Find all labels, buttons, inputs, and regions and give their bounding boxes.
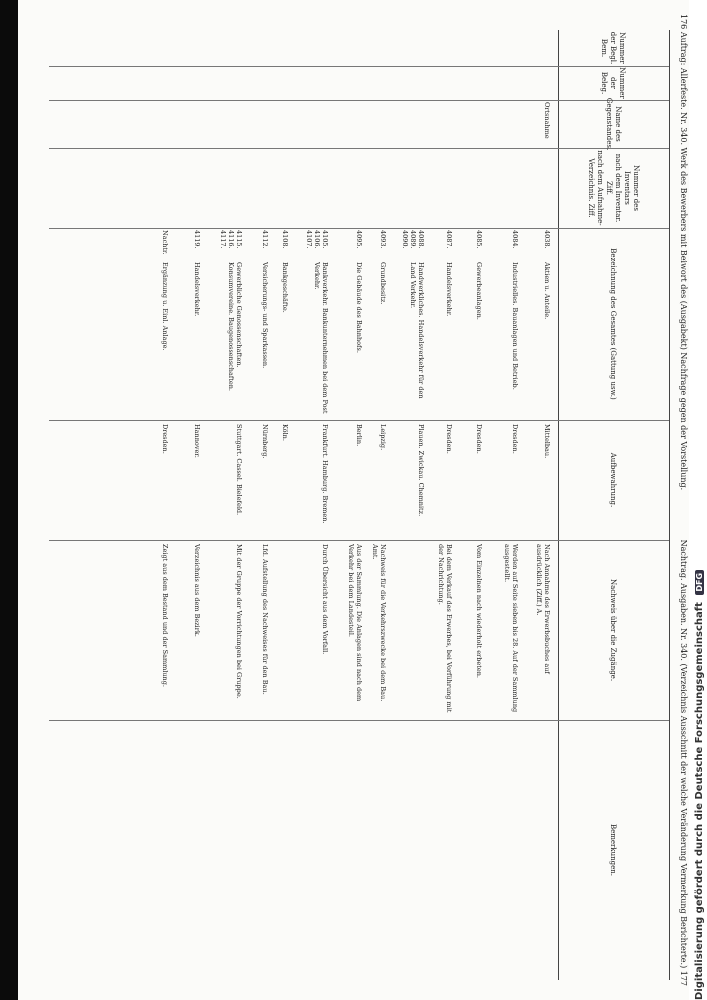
row-number: 4115. 4116. 4117. xyxy=(219,230,243,249)
row-place: Berlin. xyxy=(355,424,363,447)
row-place: Stuttgart. Cassel. Bielefeld. xyxy=(235,424,243,516)
column-header-inventar-sub-b: nach dem Aufnahme-Verzeichnis. Ziff. xyxy=(587,150,604,226)
row-place: Dresden. xyxy=(161,424,169,454)
column-header-gegenstand: Name des Gegenstandes. xyxy=(605,97,622,151)
row-number: 4105. 4106. 4107. xyxy=(305,230,329,249)
row-description: Bankverkehr. Bankunternehmen bei dem Post Verkehr. xyxy=(313,262,329,414)
row-number: 4112. xyxy=(261,230,269,249)
row-description: Gewerbliche Genossenschaften. Konsumvereine. Baugenossenschaften. xyxy=(227,262,243,391)
row-description: Grundbesitz. xyxy=(379,262,387,305)
row-place: Nürnberg. xyxy=(261,424,269,459)
row-notes: Bei dem Verkauf des Erwerbes, bei Vorführung mit der Nachrichtung. xyxy=(437,544,453,713)
row-place: Plauen. Zwickau. Chemnitz. xyxy=(417,424,425,517)
row-notes: Vom Einzelnen nach wiederholt erbeten. xyxy=(475,544,483,678)
row-number: 4108. xyxy=(281,230,289,249)
row-number: 4093. xyxy=(379,230,387,249)
row-number: 4038. xyxy=(543,230,551,249)
row-description: Versicherungs- und Sparkassen. xyxy=(261,262,269,369)
digitization-credit-text: Digitalisierung gefördert durch die Deutsche Forschungsgemeinschaft xyxy=(694,602,705,1000)
header-rule xyxy=(558,30,559,980)
row-place: Mittelbau. xyxy=(543,424,551,459)
column-header-inventar xyxy=(561,148,665,228)
row-notes: Werden auf Seite sieben bis 28. Auf der Sammlung ausgestellt. xyxy=(503,544,519,713)
row-number: 4084. xyxy=(511,230,519,249)
row-notes: Nach Annahme des Erwerbsbuches auf ausdrücklich (Ziff.) A. xyxy=(535,544,551,674)
row-number: 4088. 4089. 4090. xyxy=(401,230,425,249)
row-number: 4085. xyxy=(475,230,483,249)
row-description: Handwerkliches. Handelsverkehr für den Land Verkehr. xyxy=(409,262,425,399)
row-place: Köln. xyxy=(281,424,289,441)
running-head-right: Nachtrag. Ausgaben. Nr. 340. (Verzeichnis Ausschnitt der welche Veränderung Vermerkung Berichterte.) 177 xyxy=(679,539,688,986)
row-description: Industrielles. Bauanlagen und Betrieb. xyxy=(511,262,519,390)
column-header-nachweis: Nachweis über die Zugänge. xyxy=(609,578,618,682)
row-place: Hannover. xyxy=(193,424,201,458)
row-place: Leipzig. xyxy=(379,424,387,451)
row-notes: Nachweis für die Verkehrszwecke bei dem Bau. Amt. xyxy=(371,544,387,702)
column-header-inventar-title: Nummer des Inventars xyxy=(623,165,640,211)
row-description: Gewerbeanlagen. xyxy=(475,262,483,320)
row-number: 4087. xyxy=(445,230,453,249)
row-notes: Verzeichnis aus dem Bezirk. xyxy=(193,544,201,637)
row-description: Handelsverkehr. xyxy=(193,262,201,317)
row-description: Aktien u. Anteile. xyxy=(543,262,551,320)
row-description: Handelsverkehr. xyxy=(445,262,453,317)
row-description: Ergänzung u. Einl. Anlage. xyxy=(161,262,169,351)
row-notes: Aus der Sammlung. Die Anlagen sind nach dem Verkehr bei dem Landesteil. xyxy=(347,544,363,702)
scan-edge-bar xyxy=(0,0,18,1000)
row-notes: Durch Übersicht aus dem Vorfall. xyxy=(321,544,329,655)
row-place: Dresden. xyxy=(445,424,453,454)
running-head-left: 176 Auftrag: Allerfeste. Nr. 340. Werk des Bewerbers mit Beiwort des (Ausgabekt) Nachfrage gegen der Vorstellung. xyxy=(679,14,688,491)
row-number: 4119. xyxy=(193,230,201,249)
column-header-beleg: Nummer der Beleg. xyxy=(600,67,627,99)
row-number: 4095. xyxy=(355,230,363,249)
row-notes: Zeigt aus dem Bestand und der Sammlung. xyxy=(161,544,169,687)
column-header-bezeichnung: Bezeichnung des Gesamtes (Gattung usw.) xyxy=(609,248,618,400)
row-description: Bankgeschäfte. xyxy=(281,262,289,313)
ledger-table xyxy=(49,30,670,980)
column-header-bemerkungen: Bemerkungen. xyxy=(609,823,618,877)
row-notes: Lfd. Aufstellung des Nachweises für den Bau. xyxy=(261,544,269,695)
running-head xyxy=(674,0,688,1000)
row-place: Dresden. xyxy=(475,424,483,454)
column-header-aufbewahrung: Aufbewahrung. xyxy=(609,452,618,508)
row-notes: Mit der Gruppe der Vorrichtungen bei Gruppe. xyxy=(235,544,243,699)
column-header-begl: Nummer der Begl. Bem. xyxy=(600,31,627,65)
dfg-logo: DFG xyxy=(695,570,704,595)
place-name-cell: Ortsnahme xyxy=(543,102,551,139)
digitization-credit xyxy=(694,380,707,1000)
row-description: Die Gebäude des Bahnhofs. xyxy=(355,262,363,353)
row-place: Dresden. xyxy=(511,424,519,454)
row-place: Frankfurt. Hamburg. Bremen. xyxy=(321,424,329,524)
row-number: Nachtr. xyxy=(161,230,169,255)
column-header-inventar-sub-a: nach dem Inventar. Ziff. xyxy=(605,153,622,223)
